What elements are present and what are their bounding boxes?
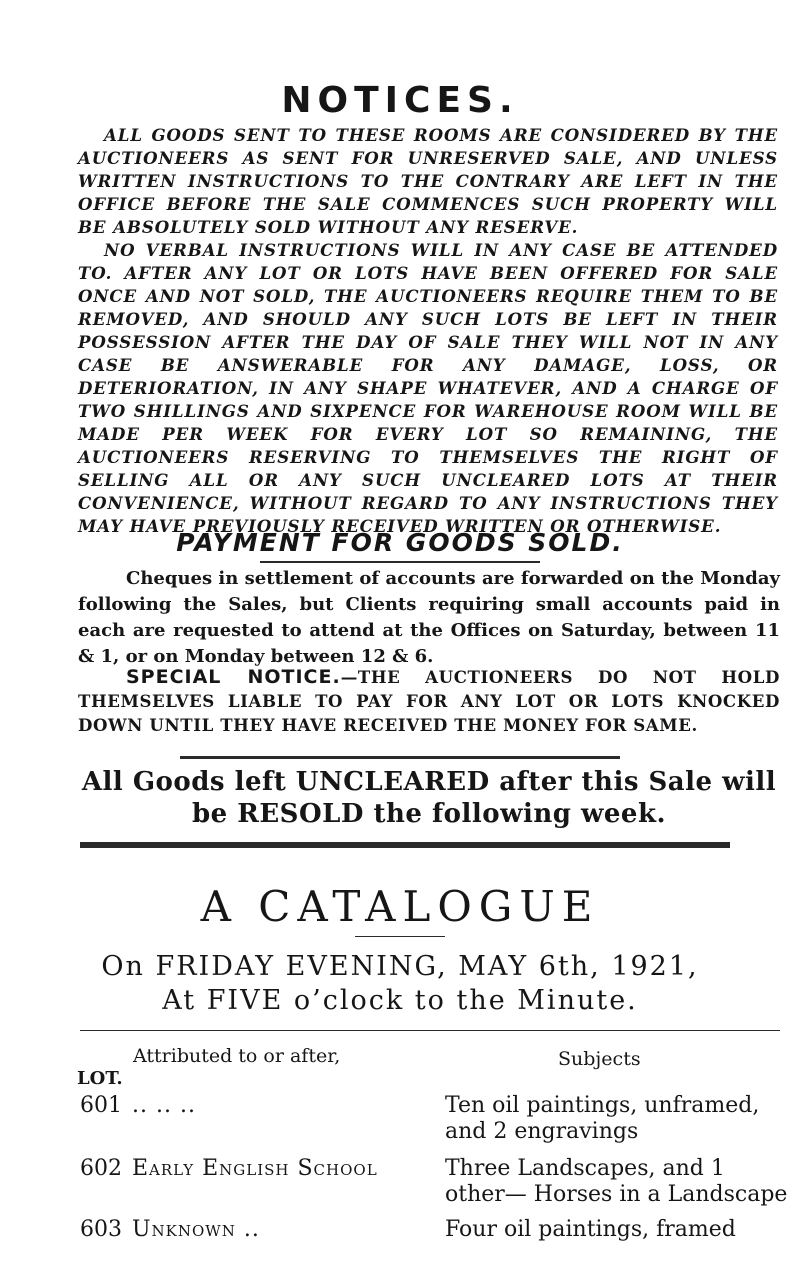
notice-verbal-instructions: NO VERBAL INSTRUCTIONS WILL IN ANY CASE BE ATTENDED TO. AFTER ANY LOT OR LOTS HAVE BEEN OFFERED FOR SALE ONCE AND NOT SOLD, THE AUCTIONEERS REQUIRE THEM TO BE REMOVED, AND SHOULD ANY SUCH LOTS BE LEFT IN THEIR POSSESSION AFTER THE DAY OF SALE THEY WILL NOT IN ANY CASE BE ANSWERABLE FOR ANY DAMAGE, LOSS, OR DETERIORATION, IN ANY SHAPE WHATEVER, AND A CHARGE OF TWO SHILLINGS AND SIXPENCE FOR WAREHOUSE ROOM WILL BE MADE PER WEEK FOR EVERY LOT SO REMAINING, THE AUCTIONEERS RESERVING TO THEMSELVES THE RIGHT OF SELLING ALL OR ANY SUCH UNCLEARED LOTS AT THEIR CONVENIENCE, WITHOUT REGARD TO ANY INSTRUCTIONS THEY MAY HAVE PREVIOUSLY RECEIVED WRITTEN OR OTHERWISE. <box>78 240 778 536</box>
lot-attribution: Early English School <box>132 1156 378 1181</box>
lot-subject: Three Landscapes, and 1 other— Horses in a Landscape <box>445 1156 788 1207</box>
payment-underline <box>260 561 540 563</box>
lot-number: 601 <box>80 1093 122 1118</box>
subjects-header: Subjects <box>558 1048 641 1070</box>
notice-unreserved-sale: ALL GOODS SENT TO THESE ROOMS ARE CONSIDERED BY THE AUCTIONEERS AS SENT FOR UNRESERVED SALE, AND UNLESS WRITTEN INSTRUCTIONS TO THE CONTRARY ARE LEFT IN THE OFFICE BEFORE THE SALE COMMENCES SUCH PROPERTY WILL BE ABSOLUTELY SOLD WITHOUT ANY RESERVE. <box>78 125 778 237</box>
lot-subject: Ten oil paintings, unframed, and 2 engravings <box>445 1093 760 1144</box>
lot-subject: Four oil paintings, framed <box>445 1217 736 1242</box>
special-notice-lead: SPECIAL NOTICE. <box>126 666 341 688</box>
table-top-rule <box>80 1030 780 1031</box>
thick-rule <box>80 842 730 848</box>
catalogue-heading: A CATALOGUE <box>200 882 600 931</box>
divider-rule <box>180 756 620 759</box>
sale-date-line: On FRIDAY EVENING, MAY 6th, 1921, <box>101 951 699 982</box>
lot-number: 602 <box>80 1156 122 1181</box>
special-notice: SPECIAL NOTICE.—THE AUCTIONEERS DO NOT HOLD THEMSELVES LIABLE TO PAY FOR ANY LOT OR LOTS KNOCKED DOWN UNTIL THEY HAVE RECEIVED THE MONEY FOR SAME. <box>78 666 780 735</box>
sale-time-line: At FIVE o’clock to the Minute. <box>162 985 638 1016</box>
catalogue-underline <box>355 936 445 937</box>
notices-title: NOTICES. <box>281 80 519 121</box>
payment-heading: PAYMENT FOR GOODS SOLD. <box>176 528 624 557</box>
attributed-header: Attributed to or after, <box>133 1045 341 1067</box>
lot-attribution: Unknown .. <box>132 1217 260 1242</box>
cheques-paragraph: Cheques in settlement of accounts are forwarded on the Monday following the Sales, but Clients requiring small accounts paid in each are requested to attend at the Offices on Saturday, between 11 & 1, or on Monday between 12 & 6. <box>78 568 780 667</box>
sale-date <box>0 950 800 1018</box>
lot-attribution: .. .. .. <box>132 1093 196 1118</box>
lot-number: 603 <box>80 1217 122 1242</box>
lot-header: LOT. <box>77 1068 123 1089</box>
uncleared-goods-notice: All Goods left UNCLEARED after this Sale will be RESOLD the following week. <box>81 767 777 829</box>
